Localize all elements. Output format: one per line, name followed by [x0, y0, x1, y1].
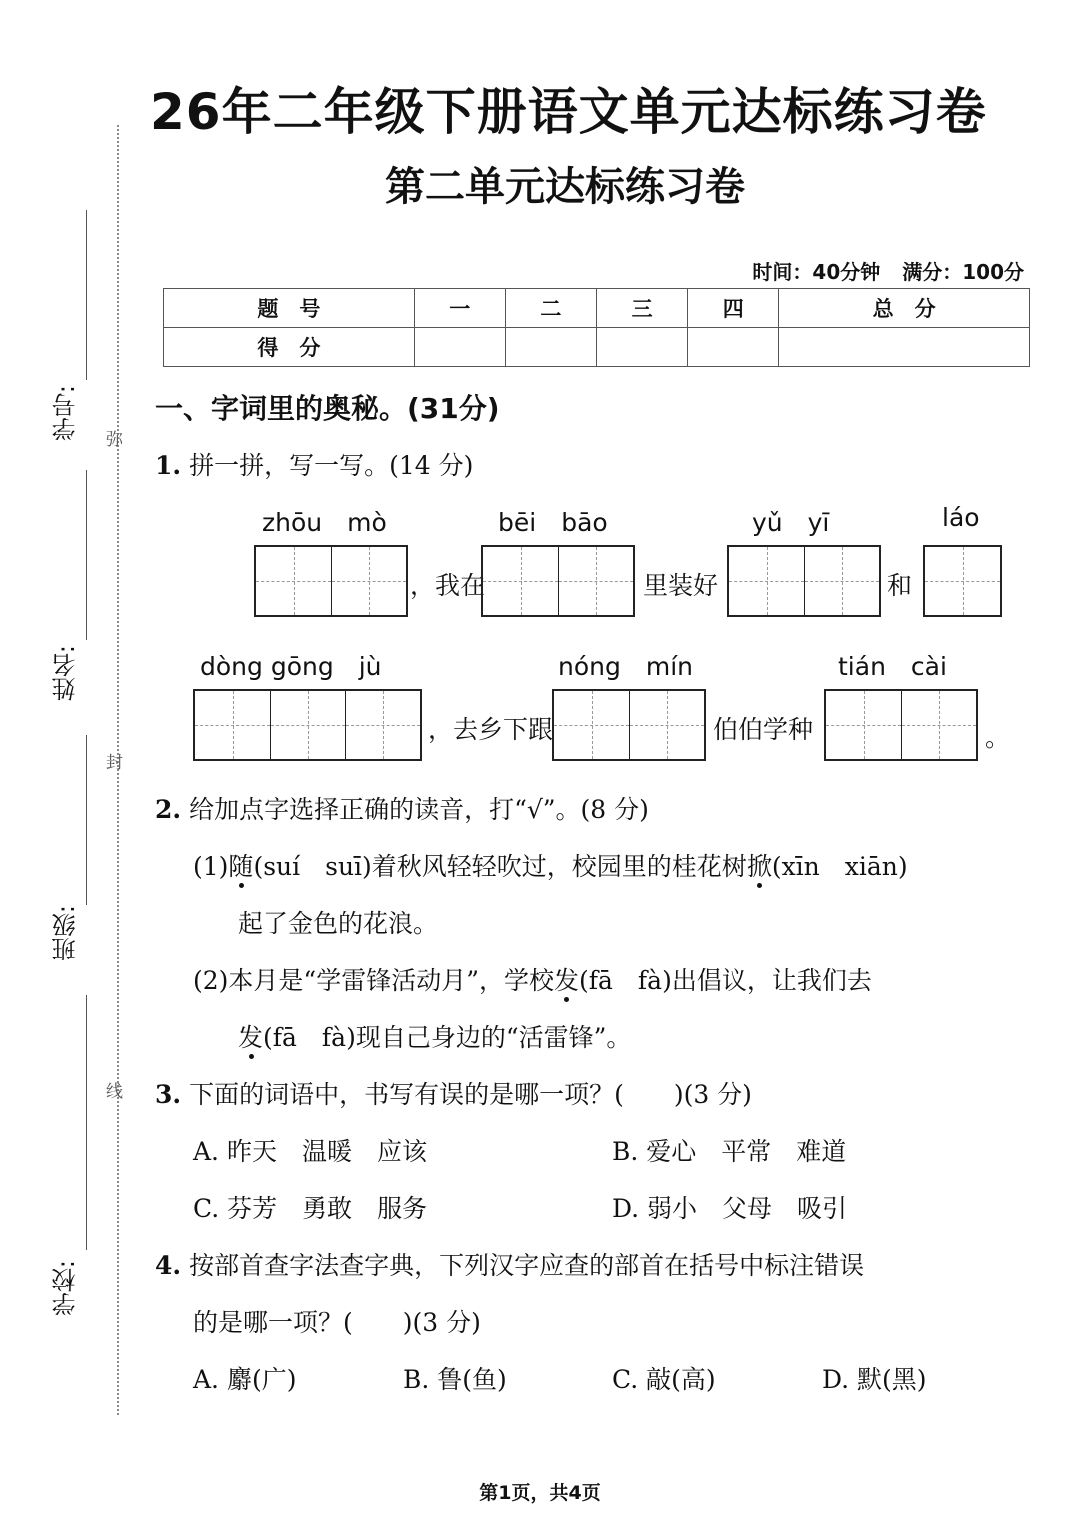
q2-item-2-line2	[238, 1018, 631, 1054]
student-id-label: 学号:	[52, 385, 80, 442]
table-cell: 题 号	[164, 289, 415, 328]
table-cell: 得 分	[164, 328, 415, 367]
q2-item-1-line2: 起了金色的花浪。	[238, 909, 439, 938]
item-text: (fā fà)出倡议，让我们去	[579, 966, 872, 995]
dotted-char: 发	[238, 1023, 264, 1052]
question-number: 1.	[155, 451, 182, 480]
score-table	[163, 288, 1030, 367]
table-cell: 四	[688, 289, 779, 328]
option-b[interactable]: B. 鲁(鱼)	[403, 1365, 507, 1394]
pinyin-zhoumo: zhōu mò	[262, 508, 387, 537]
section-title: 一、字词里的奥秘。(31分)	[155, 392, 500, 425]
writing-grid-nongmin[interactable]	[552, 689, 706, 761]
writing-grid-beibao[interactable]	[481, 545, 635, 617]
question-4	[155, 1246, 864, 1282]
full-score: 满分：100分	[902, 260, 1024, 284]
question-text: 按部首查字法查字典，下列汉字应查的部首在括号中标注错误	[189, 1251, 865, 1280]
seal-char-feng: 封	[106, 753, 123, 773]
option-b[interactable]: B. 爱心 平常 难道	[612, 1137, 847, 1166]
table-cell: 二	[505, 289, 596, 328]
q2-item-1	[193, 847, 908, 883]
question-text: 拼一拼，写一写。(14 分)	[189, 451, 474, 480]
score-entry[interactable]	[688, 328, 779, 367]
table-cell: 一	[414, 289, 505, 328]
q2-item-2	[193, 961, 872, 997]
table-cell: 三	[596, 289, 687, 328]
filler-text: 伯伯学种	[713, 715, 814, 744]
pinyin-tiancai: tián cài	[838, 652, 947, 681]
pinyin-beibao: bēi bāo	[498, 508, 608, 537]
writing-grid-lao[interactable]	[923, 545, 1002, 617]
filler-text: 和	[887, 571, 913, 600]
filler-text: 里装好	[643, 571, 719, 600]
table-row	[164, 328, 1030, 367]
question-4-line2: 的是哪一项？( )(3 分)	[193, 1308, 481, 1337]
option-d[interactable]: D. 弱小 父母 吸引	[612, 1194, 848, 1223]
seal-char-xian: 线	[106, 1082, 123, 1102]
item-text: (fā fà)现自己身边的“活雷锋”。	[263, 1023, 632, 1052]
class-label: 班级:	[52, 905, 80, 962]
writing-grid-tiancai[interactable]	[824, 689, 978, 761]
item-text: (2)本月是“学雷锋活动月”，学校	[193, 966, 554, 995]
dotted-char: 掀	[746, 852, 772, 881]
score-entry[interactable]	[596, 328, 687, 367]
score-entry[interactable]	[505, 328, 596, 367]
time-limit: 时间：40分钟	[752, 260, 881, 284]
option-a[interactable]: A. 昨天 温暖 应该	[193, 1137, 427, 1166]
option-a[interactable]: A. 麝(广)	[193, 1365, 297, 1394]
question-1	[155, 446, 473, 482]
question-3	[155, 1075, 752, 1111]
question-2	[155, 790, 649, 826]
school-line	[86, 995, 87, 1250]
pinyin-yuyi: yǔ yī	[752, 508, 830, 537]
option-c[interactable]: C. 敲(高)	[612, 1365, 716, 1394]
page-title: 26年二年级下册语文单元达标练习卷	[150, 83, 987, 141]
writing-grid-donggongju[interactable]	[193, 689, 422, 761]
question-number: 4.	[155, 1251, 182, 1280]
option-d[interactable]: D. 默(黑)	[822, 1365, 927, 1394]
filler-text: ，去乡下跟	[428, 715, 554, 744]
school-label: 学校:	[52, 1260, 80, 1317]
dotted-char: 发	[553, 966, 579, 995]
score-entry[interactable]	[779, 328, 1030, 367]
table-row	[164, 289, 1030, 328]
filler-text: ，我在	[410, 571, 486, 600]
writing-grid-zhoumo[interactable]	[254, 545, 408, 617]
name-label: 姓名:	[52, 645, 80, 702]
item-text: (suí suī)着秋风轻轻吹过，校园里的桂花树	[253, 852, 747, 881]
student-id-line	[86, 210, 87, 380]
page-subtitle: 第二单元达标练习卷	[385, 164, 745, 210]
item-number: (1)	[193, 852, 229, 881]
question-number: 3.	[155, 1080, 182, 1109]
pinyin-lao: láo	[942, 503, 980, 532]
table-cell: 总 分	[779, 289, 1030, 328]
filler-text: 。	[985, 723, 1011, 752]
question-number: 2.	[155, 795, 182, 824]
pinyin-nongmin: nóng mín	[558, 652, 693, 681]
seal-char-mi: 弥	[106, 430, 123, 450]
name-line	[86, 470, 87, 640]
question-text: 给加点字选择正确的读音，打“√”。(8 分)	[189, 795, 649, 824]
exam-info	[752, 256, 1024, 285]
class-line	[86, 735, 87, 905]
option-c[interactable]: C. 芬芳 勇敢 服务	[193, 1194, 428, 1223]
question-text: 下面的词语中，书写有误的是哪一项？( )(3 分)	[189, 1080, 752, 1109]
item-text: (xīn xiān)	[771, 852, 908, 881]
score-entry[interactable]	[414, 328, 505, 367]
pinyin-donggongju: dòng gōng jù	[200, 652, 382, 681]
dotted-char: 随	[228, 852, 254, 881]
writing-grid-yuyi[interactable]	[727, 545, 881, 617]
page-number: 第1页，共4页	[479, 1482, 601, 1504]
